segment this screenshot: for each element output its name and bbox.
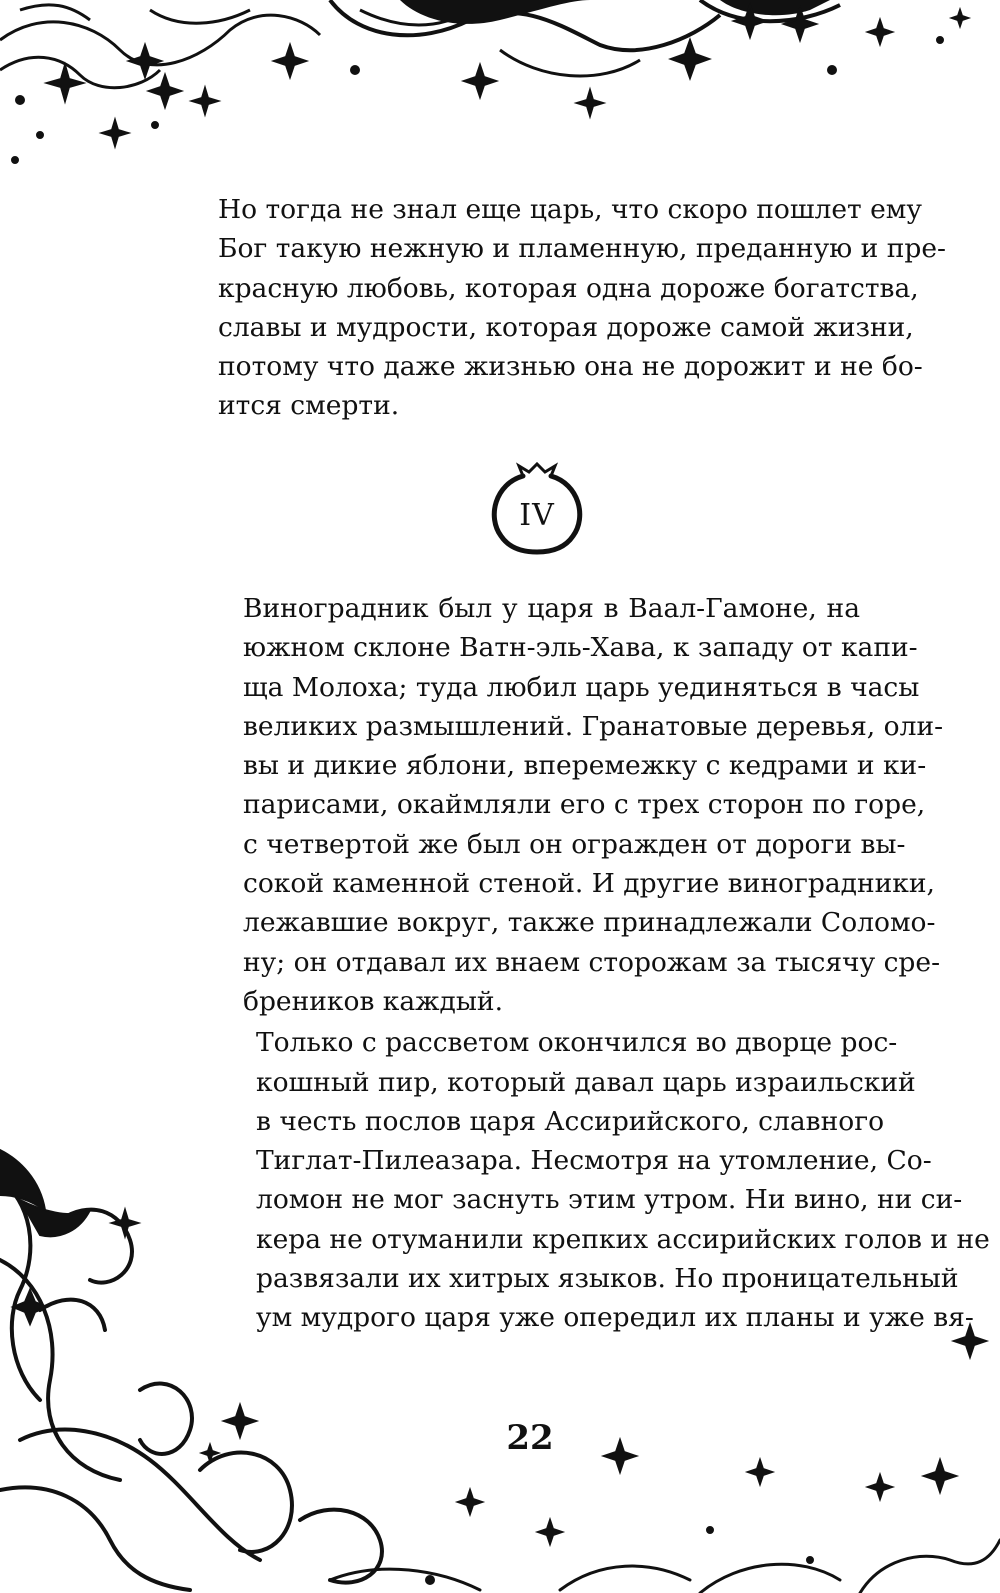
text-line: вы и дикие яблони, вперемежку с кедрами и ки- [243, 750, 927, 782]
text-line: с четвертой же был он огражден от дороги вы- [243, 828, 906, 860]
text-line: Тиглат-Пилеазара. Несмотря на утомление, Со- [256, 1145, 932, 1177]
text-line: сокой каменной стеной. И другие виноградники, [243, 868, 935, 900]
text-line: красную любовь, которая одна дороже богатства, [218, 272, 919, 304]
page-number: 22 [506, 1418, 554, 1458]
text-line: ум мудрого царя уже опередил их планы и уже вя- [256, 1302, 974, 1334]
chapter-heading [483, 462, 591, 558]
text-line: Бог такую нежную и пламенную, преданную и пре- [218, 233, 947, 265]
text-line: лежавшие вокруг, также принадлежали Соломо- [243, 907, 936, 939]
text-line: ломон не мог заснуть этим утром. Ни вино, ни си- [256, 1184, 963, 1216]
text-line: Только с рассветом окончился во дворце рос- [256, 1027, 898, 1059]
text-line: парисами, окаймляли его с трех сторон по горе, [243, 789, 926, 821]
text-line: Но тогда не знал еще царь, что скоро пошлет ему [218, 194, 922, 225]
text-line: Виноградник был у царя в Ваал-Гамоне, на [243, 593, 860, 624]
text-line: бреников каждый. [243, 985, 504, 1017]
bottom-ornament-border [0, 1140, 1000, 1593]
text-line: кера не отуманили крепких ассирийских голов и не [256, 1223, 990, 1255]
text-line: в честь послов царя Ассирийского, славного [256, 1105, 885, 1137]
chapter-numeral: IV [519, 498, 555, 533]
text-line: великих размышлений. Гранатовые деревья, оли- [243, 710, 944, 742]
text-line: потому что даже жизнью она не дорожит и не бо- [218, 351, 923, 383]
text-line: южном склоне Ватн-эль-Хава, к западу от капи- [243, 632, 918, 664]
vineyard-paragraph [218, 589, 944, 1021]
opening-paragraph [218, 190, 947, 426]
text-line: кошный пир, который давал царь израильский [256, 1066, 916, 1098]
text-line: развязали их хитрых языков. Но проницательный [256, 1263, 959, 1295]
text-line: ну; он отдавал их внаем сторожам за тысячу сре- [243, 946, 941, 978]
text-line: ща Молоха; туда любил царь уединяться в часы [243, 671, 920, 703]
top-ornament-border [0, 0, 1000, 210]
text-line: ится смерти. [218, 390, 400, 422]
text-line: славы и мудрости, которая дороже самой жизни, [218, 311, 914, 343]
